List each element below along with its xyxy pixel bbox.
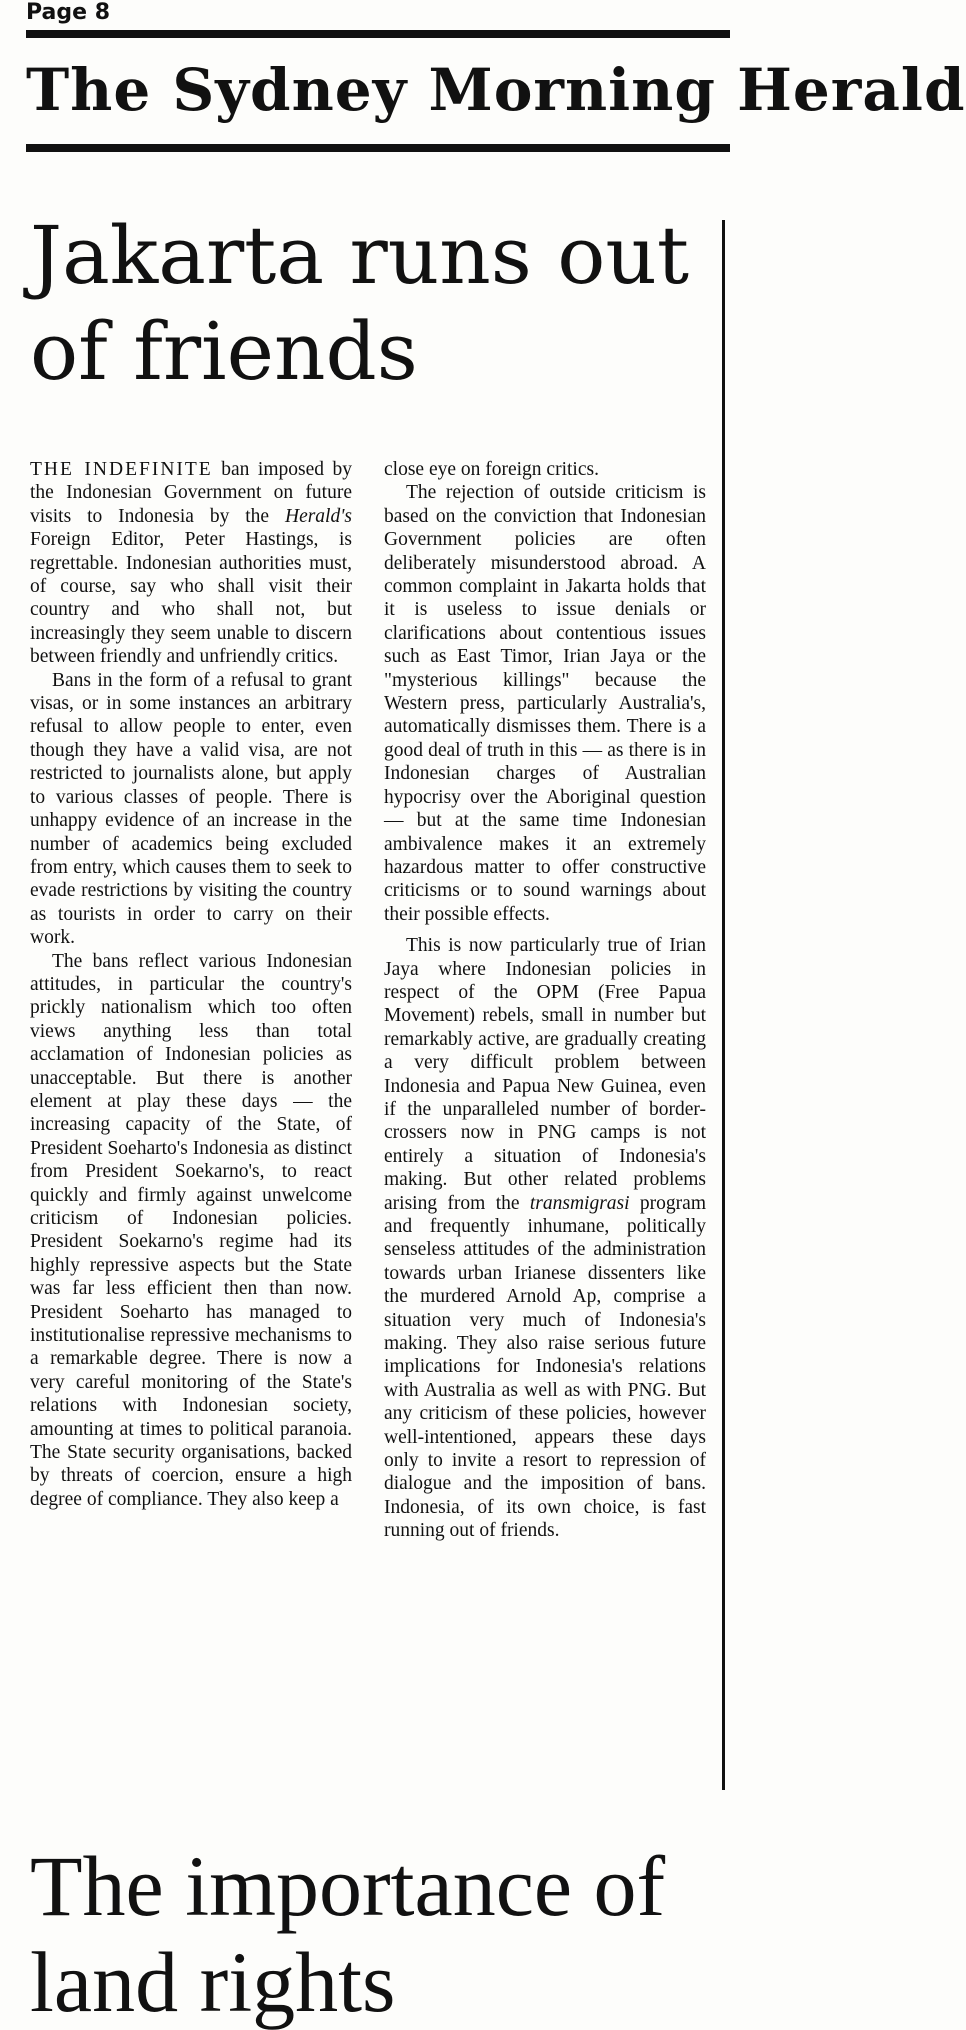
article-column-right (384, 458, 706, 1543)
lead-in: THE INDEFINITE (30, 459, 213, 480)
emphasis: transmigrasi (529, 1192, 630, 1214)
paragraph (30, 458, 352, 669)
masthead-bottom-rule (26, 144, 730, 152)
masthead-top-rule (26, 30, 730, 38)
column-rule (722, 220, 725, 1790)
paragraph: The bans reflect various Indonesian attitudes, in particular the country's prickly nationalism which too often views anything less than total acclamation of Indonesian policies as unacceptable. But there is another element at play these days — the increasing capacity of the State, of President Soeharto's Indonesia as distinct from President Soekarno's, to react quickly and firmly against unwelcome criticism of Indonesian policies. President Soekarno's regime had its highly repressive aspects but the State was far less efficient then than now. President Soeharto has managed to institutionalise repressive mechanisms to a remarkable degree. There is now a very careful monitoring of the State's relations with Indonesian society, amounting at times to political paranoia. The State security organisations, backed by threats of coercion, ensure a high degree of compliance. They also keep a (30, 950, 352, 1510)
headline: Jakarta runs out of friends (30, 209, 690, 398)
emphasis: Herald's (284, 505, 352, 527)
text-run: ban imposed by the Indonesian Government on future visits to Indonesia by the (30, 459, 353, 527)
paragraph: Bans in the form of a refusal to grant visas, or in some instances an arbitrary refusal to allow people to enter, even though they have a valid visa, are not restricted to journalists alone, but apply to various classes of people. There is unhappy evidence of an increase in the number of academics being excluded from entry, which causes them to seek to evade restrictions by visiting the country as tourists in order to carry on their work. (30, 669, 352, 949)
next-headline: The importance of land rights (30, 1838, 666, 2030)
text-run: This is now particularly true of Irian Jaya where Indonesian policies in respect of the OPM (Free Papua Movement) rebels, small in number but remarkably active, are gradually creating a very difficult problem between Indonesia and Papua New Guinea, even if the unparalleled number of border-crossers now in PNG camps is not entirely a situation of Indonesia's making. But other related problems arising from the (384, 935, 706, 1214)
page-label: Page 8 (26, 0, 111, 25)
paragraph: The rejection of outside criticism is based on the conviction that Indonesian Government policies are often deliberately misunderstood abroad. A common complaint in Jakarta holds that it is useless to issue denials or clarifications about contentious issues such as East Timor, Irian Jaya or the "mysterious killings" because the Western press, particularly Australia's, automatically dismisses them. There is a good deal of truth in this — as there is in Indonesian charges of Australian hypocrisy over the Aboriginal question — but at the same time Indonesian ambivalence makes it an extremely hazardous matter to offer constructive criticisms or to sound warnings about their possible effects. (384, 482, 706, 925)
paragraph (384, 934, 706, 1543)
text-run: program and frequently inhumane, politically senseless attitudes of the administration towards urban Irianese dissenters like the murdered Arnold Ap, comprise a situation very much of Indonesia's making. They also raise serious future implications for Indonesia's relations with Australia as well as with PNG. But any criticism of these policies, however well-intentioned, appears these days only to invite a resort to repression of dialogue and the imposition of bans. Indonesia, of its own choice, is fast running out of friends. (384, 1192, 706, 1542)
paragraph: close eye on foreign critics. (384, 459, 599, 480)
article-column-left (30, 458, 352, 1511)
text-run: Foreign Editor, Peter Hastings, is regrettable. Indonesian authorities must, of course, say who shall visit their country and who shall not, but increasingly they seem unable to discern between friendly and unfriendly critics. (30, 529, 352, 668)
masthead: The Sydney Morning Herald (26, 56, 966, 124)
